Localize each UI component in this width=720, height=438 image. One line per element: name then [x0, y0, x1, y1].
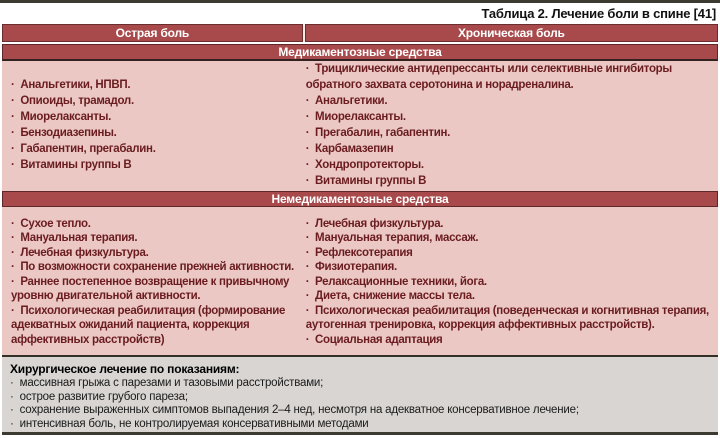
surgery-indications-list: [10, 377, 710, 431]
list-item: · По возможности сохранение прежней активности.: [11, 260, 299, 275]
list-item: · Мануальная терапия.: [11, 231, 299, 246]
list-item: · Анальгетики, НПВП.: [11, 77, 299, 93]
list-item: · Психологическая реабилитация (формирование адекватных ожиданий пациента, коррекция аффективных расстройств): [11, 304, 299, 348]
treatment-table: [2, 24, 718, 435]
section-header-medication: Медикаментозные средства: [2, 44, 718, 61]
list-item: · Мануальная терапия, массаж.: [306, 231, 712, 246]
list-item: · Физиотерапия.: [306, 260, 712, 275]
list-item: · Хондропротекторы.: [306, 157, 712, 173]
nonmedication-section: [2, 209, 718, 355]
list-item: · Миорелаксанты.: [11, 109, 299, 125]
column-header-acute-pain: Острая боль: [2, 24, 303, 42]
list-item: · Витамины группы В: [306, 173, 712, 189]
medication-chronic-list: [303, 61, 718, 189]
nonmedication-acute-list: [2, 209, 303, 355]
table-caption: Таблица 2. Лечение боли в спине [41]: [481, 6, 716, 21]
list-item: · Социальная адаптация: [306, 333, 712, 348]
list-item: · интенсивная боль, не контролируемая консервативными методами: [10, 418, 710, 432]
list-item: · Лечебная физкультура.: [306, 217, 712, 232]
list-item: · острое развитие грубого пареза;: [10, 391, 710, 405]
list-item: · Габапентин, прегабалин.: [11, 141, 299, 157]
nonmedication-chronic-list: [303, 209, 718, 355]
list-item: · Карбамазепин: [306, 141, 712, 157]
list-item: · Бензодиазепины.: [11, 125, 299, 141]
list-item: · Раннее постепенное возвращение к привычному уровню двигательной активности.: [11, 275, 299, 304]
list-item: · массивная грыжа с парезами и тазовыми расстройствами;: [10, 377, 710, 391]
list-item: · Сухое тепло.: [11, 217, 299, 232]
list-item: · Рефлексотерапия: [306, 246, 712, 261]
table-body: [2, 61, 718, 355]
list-item: · Витамины группы В: [11, 157, 299, 173]
list-item: · Миорелаксанты.: [306, 109, 712, 125]
list-item: · Трициклические антидепрессанты или селективные ингибиторы обратного захвата серотонина и норадреналина.: [306, 61, 712, 93]
list-item: · Анальгетики.: [306, 93, 712, 109]
medication-acute-list: [2, 61, 303, 189]
surgery-heading: Хирургическое лечение по показаниям:: [10, 362, 240, 376]
list-item: · Психологическая реабилитация (поведенческая и когнитивная терапия, аутогенная тренировка, коррекция аффективных расстройств).: [306, 304, 712, 333]
list-item: · Опиоиды, трамадол.: [11, 93, 299, 109]
list-item: · Релаксационные техники, йога.: [306, 275, 712, 290]
medication-section: [2, 61, 718, 189]
bottom-divider: [2, 432, 718, 435]
list-item: · Лечебная физкультура.: [11, 246, 299, 261]
surgery-section: [2, 357, 718, 432]
column-header-chronic-pain: Хроническая боль: [305, 24, 718, 42]
section-header-nonmedication: Немедикаментозные средства: [2, 191, 718, 207]
list-item: · сохранение выраженных симптомов выпадения 2–4 нед, несмотря на адекватное консервативное лечение;: [10, 404, 710, 418]
column-header-row: [2, 24, 718, 42]
list-item: · Диета, снижение массы тела.: [306, 289, 712, 304]
list-item: · Прегабалин, габапентин.: [306, 125, 712, 141]
